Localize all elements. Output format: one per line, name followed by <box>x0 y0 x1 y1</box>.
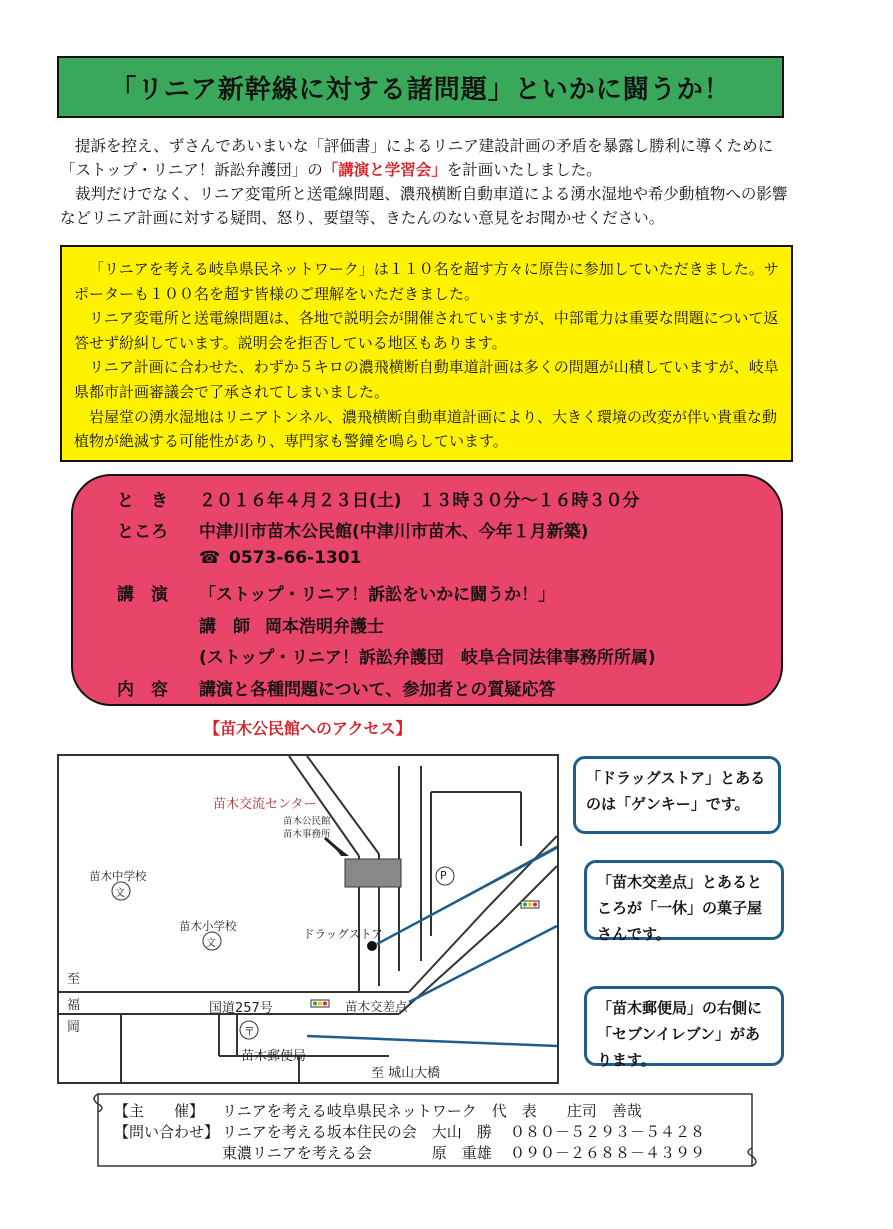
intro-paragraph-2: 裁判だけでなく、リニア変電所と送電線問題、濃飛横断自動車道による湧水湿地や希少動植物への影響などリニア計画に対する疑問、怒り、要望等、きたんのない意見をお聞かせください。 <box>60 185 788 227</box>
map-label-drugstore: ドラッグストア <box>303 927 383 941</box>
map-label-to-fukuoka-2: 福 <box>67 998 81 1013</box>
intro-p1-highlight: 「講演と学習会」 <box>322 161 447 179</box>
map-label-junior-high: 苗木中学校 <box>89 869 147 883</box>
info-paragraph-1: 「リニアを考える岐阜県民ネットワーク」は１１０名を超す方々に原告に参加していただきました。サポーターも１００名を超す皆様のご理解をいただきました。 <box>74 260 779 303</box>
map-label-post-office: 苗木郵便局 <box>241 1049 307 1064</box>
drugstore-marker <box>367 941 377 951</box>
footer-host-label: 【主 催】 <box>114 1102 205 1120</box>
lecture-title: 「ストップ・リニア！訴訟をいかに闘うか！」 <box>199 585 556 605</box>
when-label: と き <box>117 491 168 511</box>
when-value: ２０１６年４月２３日(土) １３時３０分～１６時３０分 <box>199 491 640 511</box>
callout-line-1 <box>377 836 557 944</box>
map-school-glyph-2: 文 <box>206 938 216 949</box>
road-diag-c <box>489 836 557 906</box>
pointer-arrow-shaft <box>325 838 343 854</box>
info-paragraph-4: 岩屋堂の湧水湿地はリニアトンネル、濃飛横断自動車道計画により、大きく環境の改変が伴い貴重な動植物が絶滅する可能性があり、専門家も警鐘を鳴らしています。 <box>74 407 778 451</box>
phone-icon: ☎ <box>199 548 221 568</box>
callout-post-office: 「苗木郵便局」の右側に「セブンイレブン」があります。 <box>584 986 784 1066</box>
footer-contact-1: リニアを考える坂本住民の会 大山 勝 <box>222 1123 492 1141</box>
map-label-to-shiroyama: 至 城山大橋 <box>371 1066 441 1081</box>
map-label-kominkan-2: 苗木事務所 <box>283 829 331 840</box>
lecturer-name: 岡本浩明弁護士 <box>265 617 384 637</box>
where-label: ところ <box>117 522 168 542</box>
kominkan-building <box>345 859 401 887</box>
footer-tel-2: ０９０－２６８８－４３９９ <box>510 1144 706 1162</box>
map-label-kominkan-1: 苗木公民館 <box>283 816 331 827</box>
map-post-glyph: 〒 <box>244 1025 255 1038</box>
map-label-to-fukuoka-3: 岡 <box>67 1020 81 1035</box>
map-label-route: 国道257号 <box>209 1001 273 1016</box>
callout-drugstore: 「ドラッグストア」とあるのは「ゲンキー」です。 <box>573 756 781 834</box>
map-label-center: 苗木交流センター <box>213 797 317 812</box>
network-info-box <box>60 245 793 462</box>
content-value: 講演と各種問題について、参加者との質疑応答 <box>199 680 556 700</box>
content-label: 内 容 <box>117 680 168 700</box>
footer-contact-label: 【問い合わせ】 <box>114 1123 220 1141</box>
lecturer-label: 講 師 <box>199 617 250 637</box>
where-value: 中津川市苗木公民館(中津川市苗木、今年１月新築) <box>199 522 589 542</box>
lecturer-affiliation: (ストップ・リニア！訴訟弁護団 岐阜合同法律事務所所属) <box>199 648 656 668</box>
map-label-intersection: 苗木交差点 <box>345 999 408 1014</box>
access-heading: 【苗木公民館へのアクセス】 <box>204 719 412 738</box>
callout-intersection: 「苗木交差点」とあるところが「一休」の菓子屋さんです。 <box>584 860 784 940</box>
phone-number: 0573-66-1301 <box>229 548 362 568</box>
info-paragraph-2: リニア変電所と送電線問題は、各地で説明会が開催されていますが、中部電力は重要な問題について返答せず紛糾しています。説明会を拒否している地区もあります。 <box>74 309 779 352</box>
title-banner <box>57 56 784 118</box>
footer-tel-1: ０８０－５２９３－５４２８ <box>510 1123 706 1141</box>
intro-text <box>60 134 800 230</box>
footer-host-value: リニアを考える岐阜県民ネットワーク 代 表 庄司 善哉 <box>222 1102 642 1120</box>
intro-p1-a: 提訴を控え、ずさんであいまいな「評価書」によるリニア建設計画の矛盾を暴露し勝利に導くために「ストップ・リニア！訴訟弁護団」の <box>60 137 774 179</box>
intro-p1-b: を計画いたしました。 <box>446 161 602 179</box>
map-label-elementary: 苗木小学校 <box>179 919 237 933</box>
lecture-label: 講 演 <box>117 585 168 605</box>
event-details-box <box>71 474 783 706</box>
info-paragraph-3: リニア計画に合わせた、わずか５キロの濃飛横断自動車道計画は多くの問題が山積していますが、岐阜県都市計画審議会で了承されてしまいました。 <box>74 358 779 401</box>
map-label-to-fukuoka-1: 至 <box>67 972 81 987</box>
page-title: 「リニア新幹線に対する諸問題」といかに闘うか！ <box>110 74 731 105</box>
footer-scroll <box>88 1090 760 1170</box>
map-school-glyph-1: 文 <box>115 888 125 899</box>
access-map <box>57 754 559 1084</box>
map-parking-glyph: P <box>440 869 447 882</box>
intro-paragraph-1 <box>60 134 800 182</box>
footer-contact-2: 東濃リニアを考える会 原 重雄 <box>222 1144 492 1162</box>
callout-line-3 <box>307 1036 557 1046</box>
